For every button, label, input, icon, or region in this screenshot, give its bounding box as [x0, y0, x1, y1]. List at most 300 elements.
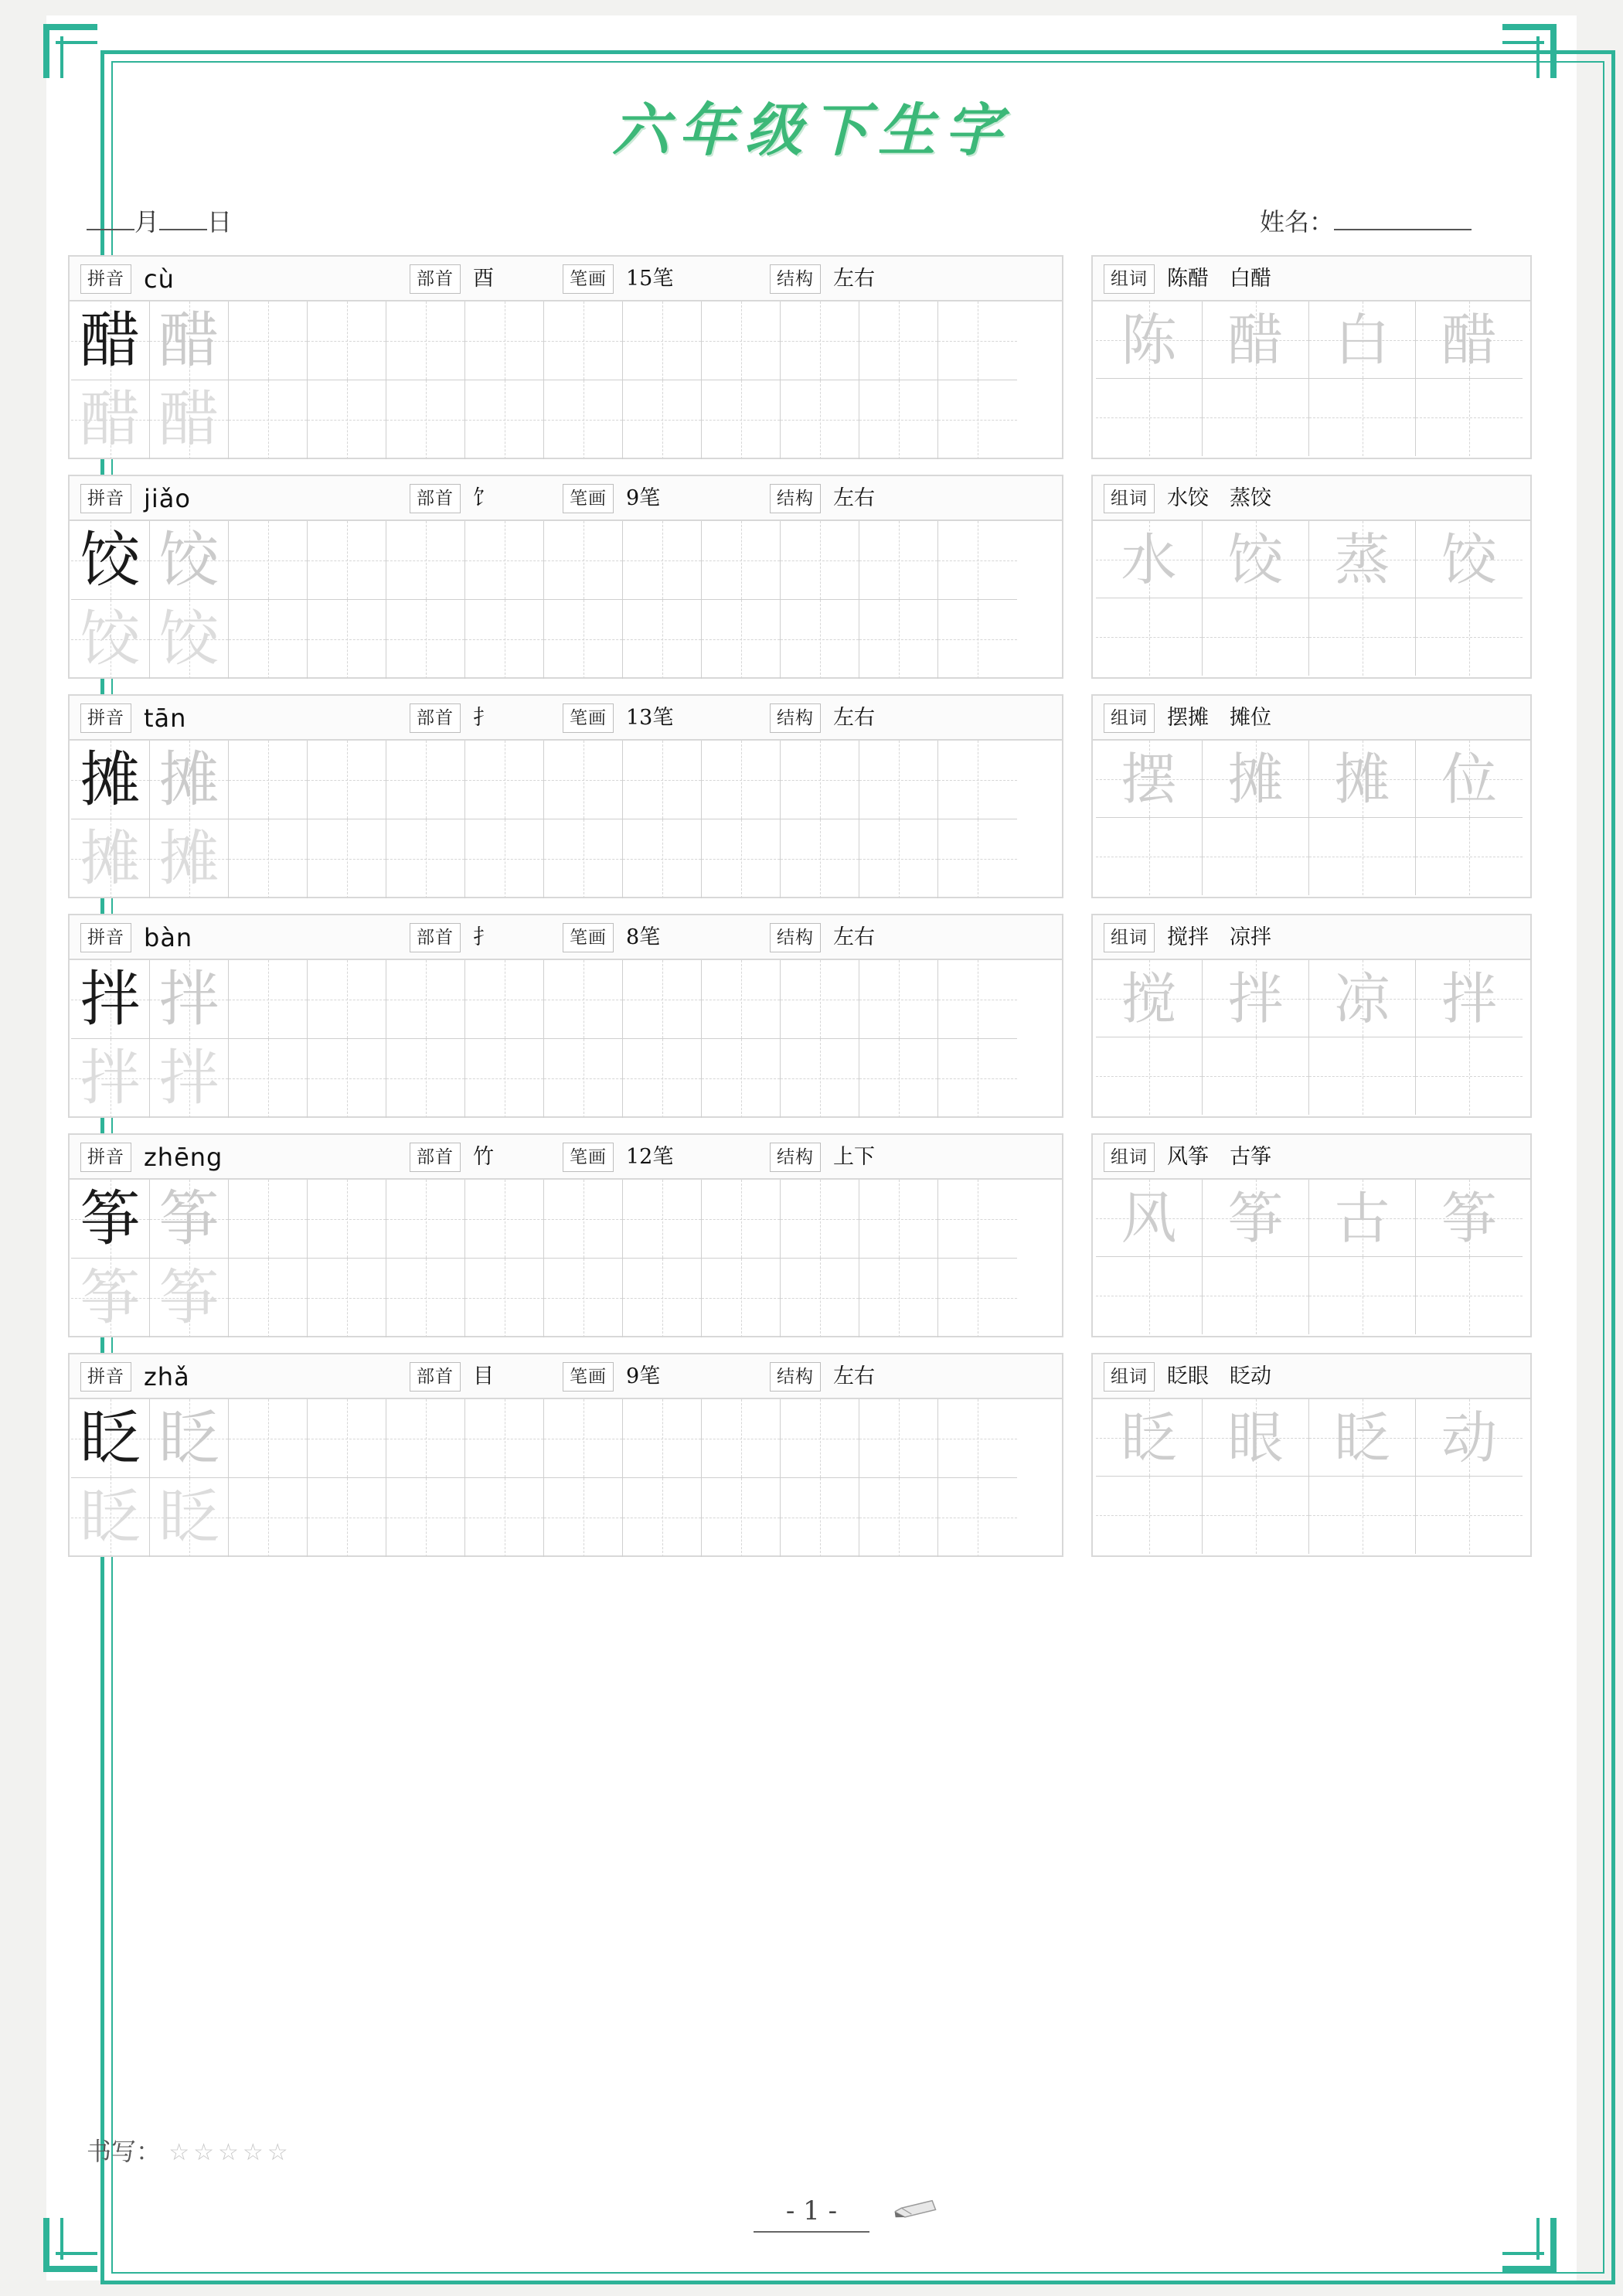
tracing-cell[interactable] [386, 819, 465, 898]
tracing-cell[interactable] [386, 600, 465, 679]
tracing-cell[interactable] [465, 1478, 544, 1557]
words-tracing-grid[interactable] [1093, 301, 1530, 459]
words-tracing-cell[interactable] [1096, 1477, 1203, 1554]
words-tracing-cell[interactable] [1096, 1180, 1203, 1257]
tracing-cell[interactable] [623, 960, 702, 1039]
words-header [1093, 696, 1530, 741]
page-number [0, 2196, 1623, 2233]
words-tracing-cell[interactable] [1096, 1037, 1203, 1115]
radical-value: 饣 [473, 486, 494, 510]
tracing-cell[interactable] [229, 1399, 308, 1478]
words-tracing-cell[interactable] [1309, 301, 1416, 379]
tracing-cell[interactable] [465, 960, 544, 1039]
tracing-cell[interactable] [859, 600, 938, 679]
tracing-cell[interactable] [544, 819, 623, 898]
model-character: 筝 [80, 1184, 141, 1254]
radical-label: 部首 [410, 264, 461, 294]
star-rating[interactable]: ☆☆☆☆☆ [168, 2139, 292, 2166]
tracing-cell[interactable] [308, 521, 386, 600]
tracing-cell[interactable] [150, 1180, 229, 1259]
tracing-cell[interactable] [781, 819, 859, 898]
words-tracing-cell[interactable] [1203, 521, 1309, 598]
tracing-cell[interactable] [938, 1039, 1017, 1118]
tracing-cell[interactable] [308, 741, 386, 819]
tracing-cell[interactable] [229, 521, 308, 600]
words-tracing-grid[interactable] [1093, 960, 1530, 1118]
words-label: 组词 [1104, 923, 1155, 952]
tracing-cell[interactable] [938, 600, 1017, 679]
tracing-cell[interactable] [938, 1399, 1017, 1478]
trace-character: 筝 [80, 1263, 141, 1333]
tracing-cell[interactable] [938, 1180, 1017, 1259]
tracing-cell[interactable] [308, 600, 386, 679]
tracing-cell[interactable] [702, 1180, 781, 1259]
trace-character: 拌 [158, 964, 219, 1034]
trace-character: 眨 [158, 1403, 219, 1473]
words-tracing-cell[interactable] [1416, 960, 1523, 1037]
trace-character: 醋 [158, 305, 219, 376]
word-trace-character: 饺 [1441, 526, 1497, 592]
word-trace-character: 搅 [1121, 966, 1177, 1031]
words-tracing-cell[interactable] [1309, 1477, 1416, 1554]
tracing-cell[interactable] [781, 1399, 859, 1478]
tracing-cell[interactable] [229, 960, 308, 1039]
words-practice-card [1091, 694, 1532, 898]
tracing-cell[interactable] [938, 1478, 1017, 1557]
radical-value: 扌 [473, 706, 494, 730]
word-trace-character: 位 [1441, 746, 1497, 812]
tracing-cell[interactable] [702, 301, 781, 380]
words-label: 组词 [1104, 703, 1155, 733]
tracing-cell[interactable] [386, 1180, 465, 1259]
tracing-cell[interactable] [150, 741, 229, 819]
words-header [1093, 1135, 1530, 1180]
name-label: 姓名： [1260, 207, 1335, 237]
tracing-cell[interactable] [544, 960, 623, 1039]
tracing-cell[interactable] [623, 1180, 702, 1259]
structure-label: 结构 [770, 484, 821, 513]
tracing-cell[interactable] [544, 1039, 623, 1118]
tracing-cell[interactable] [544, 1478, 623, 1557]
word-trace-character: 摊 [1227, 746, 1284, 812]
words-tracing-cell[interactable] [1203, 598, 1309, 676]
tracing-cell[interactable] [544, 600, 623, 679]
tracing-cell[interactable] [938, 521, 1017, 600]
tracing-grid[interactable] [70, 301, 1062, 459]
words-tracing-cell[interactable] [1096, 301, 1203, 379]
tracing-cell[interactable] [544, 380, 623, 459]
words-tracing-cell[interactable] [1096, 960, 1203, 1037]
tracing-cell[interactable] [859, 1399, 938, 1478]
tracing-cell[interactable] [308, 301, 386, 380]
structure-value: 左右 [833, 1364, 875, 1388]
tracing-cell[interactable] [308, 380, 386, 459]
strokes-label: 笔画 [563, 1362, 614, 1392]
tracing-cell[interactable] [781, 741, 859, 819]
words-tracing-grid[interactable] [1093, 1180, 1530, 1337]
tracing-cell[interactable] [544, 521, 623, 600]
radical-value: 酉 [473, 267, 494, 291]
words-tracing-cell[interactable] [1416, 1257, 1523, 1334]
tracing-cell[interactable] [781, 380, 859, 459]
tracing-cell[interactable] [71, 521, 150, 600]
character-info-header [70, 915, 1062, 960]
tracing-cell[interactable] [150, 819, 229, 898]
tracing-cell[interactable] [623, 1039, 702, 1118]
character-practice-card [68, 1353, 1063, 1557]
tracing-cell[interactable] [781, 1259, 859, 1337]
tracing-cell[interactable] [465, 380, 544, 459]
tracing-cell[interactable] [150, 1478, 229, 1557]
words-tracing-cell[interactable] [1203, 301, 1309, 379]
tracing-cell[interactable] [150, 301, 229, 380]
word-trace-character: 古 [1334, 1185, 1390, 1251]
tracing-cell[interactable] [938, 380, 1017, 459]
tracing-cell[interactable] [71, 1039, 150, 1118]
words-practice-card [1091, 914, 1532, 1118]
strokes-label: 笔画 [563, 1143, 614, 1172]
tracing-cell[interactable] [71, 819, 150, 898]
tracing-cell[interactable] [781, 960, 859, 1039]
words-value: 水饺 蒸饺 [1167, 486, 1271, 510]
tracing-cell[interactable] [702, 960, 781, 1039]
strokes-value: 15笔 [626, 267, 674, 291]
tracing-grid[interactable] [70, 521, 1062, 679]
date-field [87, 203, 232, 238]
words-tracing-cell[interactable] [1203, 1180, 1309, 1257]
tracing-cell[interactable] [308, 1259, 386, 1337]
strokes-value: 13笔 [626, 706, 674, 730]
tracing-cell[interactable] [229, 380, 308, 459]
word-trace-character: 眨 [1121, 1405, 1177, 1470]
words-tracing-cell[interactable] [1416, 598, 1523, 676]
month-blank[interactable] [87, 229, 134, 230]
tracing-cell[interactable] [465, 1180, 544, 1259]
structure-label: 结构 [770, 703, 821, 733]
words-tracing-grid[interactable] [1093, 521, 1530, 679]
tracing-cell[interactable] [308, 819, 386, 898]
words-tracing-cell[interactable] [1096, 521, 1203, 598]
tracing-cell[interactable] [544, 301, 623, 380]
word-trace-character: 摊 [1334, 746, 1390, 812]
words-header [1093, 915, 1530, 960]
words-tracing-cell[interactable] [1309, 818, 1416, 895]
words-tracing-cell[interactable] [1203, 1037, 1309, 1115]
tracing-cell[interactable] [150, 600, 229, 679]
tracing-cell[interactable] [781, 521, 859, 600]
words-tracing-cell[interactable] [1309, 1037, 1416, 1115]
strokes-label: 笔画 [563, 703, 614, 733]
words-tracing-cell[interactable] [1416, 818, 1523, 895]
tracing-cell[interactable] [150, 380, 229, 459]
words-tracing-cell[interactable] [1309, 741, 1416, 818]
words-tracing-cell[interactable] [1203, 741, 1309, 818]
tracing-cell[interactable] [938, 819, 1017, 898]
words-tracing-cell[interactable] [1096, 598, 1203, 676]
tracing-cell[interactable] [938, 960, 1017, 1039]
trace-character: 筝 [158, 1263, 219, 1333]
tracing-cell[interactable] [150, 960, 229, 1039]
pinyin-value: zhēng [144, 1143, 223, 1172]
character-practice-card [68, 475, 1063, 679]
words-practice-card [1091, 475, 1532, 679]
tracing-cell[interactable] [229, 819, 308, 898]
tracing-cell[interactable] [859, 1478, 938, 1557]
words-practice-card [1091, 1353, 1532, 1557]
word-trace-character: 蒸 [1334, 526, 1390, 592]
words-tracing-cell[interactable] [1203, 960, 1309, 1037]
tracing-cell[interactable] [781, 1180, 859, 1259]
tracing-cell[interactable] [623, 521, 702, 600]
tracing-cell[interactable] [229, 600, 308, 679]
strokes-label: 笔画 [563, 264, 614, 294]
tracing-cell[interactable] [150, 1039, 229, 1118]
words-practice-card [1091, 255, 1532, 459]
tracing-cell[interactable] [859, 960, 938, 1039]
tracing-cell[interactable] [938, 741, 1017, 819]
tracing-cell[interactable] [308, 1478, 386, 1557]
tracing-cell[interactable] [465, 301, 544, 380]
word-trace-character: 眨 [1334, 1405, 1390, 1470]
structure-value: 左右 [833, 706, 875, 730]
tracing-cell[interactable] [229, 1039, 308, 1118]
words-tracing-cell[interactable] [1416, 1037, 1523, 1115]
tracing-cell[interactable] [702, 1478, 781, 1557]
words-tracing-cell[interactable] [1416, 521, 1523, 598]
tracing-cell[interactable] [702, 819, 781, 898]
structure-value: 上下 [833, 1145, 875, 1169]
character-info-header [70, 257, 1062, 301]
words-tracing-cell[interactable] [1309, 1180, 1416, 1257]
tracing-cell[interactable] [544, 1180, 623, 1259]
tracing-cell[interactable] [781, 301, 859, 380]
tracing-cell[interactable] [386, 380, 465, 459]
words-label: 组词 [1104, 264, 1155, 294]
tracing-cell[interactable] [859, 380, 938, 459]
corner-ornament-top-right [1502, 24, 1557, 78]
words-tracing-grid[interactable] [1093, 741, 1530, 898]
tracing-cell[interactable] [386, 521, 465, 600]
page-title: 六年级下生字 [612, 97, 1011, 164]
name-blank[interactable] [1334, 229, 1472, 230]
tracing-cell[interactable] [623, 1259, 702, 1337]
words-tracing-cell[interactable] [1416, 1180, 1523, 1257]
tracing-cell[interactable] [465, 819, 544, 898]
words-tracing-cell[interactable] [1096, 818, 1203, 895]
strokes-value: 12笔 [626, 1145, 674, 1169]
words-tracing-cell[interactable] [1416, 379, 1523, 456]
structure-value: 左右 [833, 267, 875, 291]
model-character: 眨 [80, 1403, 141, 1473]
words-value: 搅拌 凉拌 [1167, 925, 1271, 949]
word-trace-character: 风 [1121, 1185, 1177, 1251]
tracing-cell[interactable] [859, 521, 938, 600]
tracing-cell[interactable] [623, 600, 702, 679]
tracing-cell[interactable] [544, 741, 623, 819]
tracing-cell[interactable] [702, 1399, 781, 1478]
tracing-cell[interactable] [71, 1180, 150, 1259]
tracing-cell[interactable] [229, 1259, 308, 1337]
pinyin-label: 拼音 [80, 1143, 131, 1172]
pinyin-value: zhǎ [144, 1362, 190, 1392]
words-tracing-cell[interactable] [1309, 598, 1416, 676]
structure-label: 结构 [770, 1143, 821, 1172]
pinyin-label: 拼音 [80, 703, 131, 733]
words-tracing-cell[interactable] [1416, 1399, 1523, 1477]
words-tracing-cell[interactable] [1309, 960, 1416, 1037]
tracing-grid[interactable] [70, 1180, 1062, 1337]
model-character: 醋 [80, 305, 141, 376]
tracing-cell[interactable] [859, 301, 938, 380]
trace-character: 拌 [80, 1044, 141, 1113]
trace-character: 眨 [158, 1483, 219, 1552]
words-tracing-cell[interactable] [1203, 818, 1309, 895]
words-tracing-cell[interactable] [1096, 1257, 1203, 1334]
words-tracing-grid[interactable] [1093, 1399, 1530, 1557]
trace-character: 拌 [158, 1044, 219, 1113]
handwriting-rating [87, 2132, 292, 2168]
words-label: 组词 [1104, 1362, 1155, 1392]
tracing-cell[interactable] [71, 741, 150, 819]
day-label: 日 [207, 207, 233, 237]
tracing-cell[interactable] [308, 1180, 386, 1259]
tracing-cell[interactable] [150, 1259, 229, 1337]
tracing-cell[interactable] [702, 1039, 781, 1118]
word-trace-character: 陈 [1121, 307, 1177, 373]
tracing-cell[interactable] [859, 819, 938, 898]
words-tracing-cell[interactable] [1309, 1257, 1416, 1334]
tracing-cell[interactable] [702, 521, 781, 600]
tracing-cell[interactable] [938, 1259, 1017, 1337]
radical-label: 部首 [410, 484, 461, 513]
tracing-cell[interactable] [465, 1259, 544, 1337]
tracing-cell[interactable] [465, 1039, 544, 1118]
tracing-cell[interactable] [71, 1259, 150, 1337]
word-trace-character: 摆 [1121, 746, 1177, 812]
tracing-cell[interactable] [71, 301, 150, 380]
words-tracing-cell[interactable] [1416, 301, 1523, 379]
month-label: 月 [134, 207, 160, 237]
tracing-cell[interactable] [623, 380, 702, 459]
tracing-cell[interactable] [386, 1039, 465, 1118]
words-header [1093, 1354, 1530, 1399]
day-blank[interactable] [159, 229, 207, 230]
tracing-cell[interactable] [150, 521, 229, 600]
tracing-cell[interactable] [623, 1478, 702, 1557]
tracing-cell[interactable] [702, 741, 781, 819]
tracing-cell[interactable] [71, 380, 150, 459]
tracing-cell[interactable] [229, 301, 308, 380]
character-info-header [70, 696, 1062, 741]
tracing-cell[interactable] [623, 741, 702, 819]
tracing-cell[interactable] [386, 741, 465, 819]
tracing-cell[interactable] [938, 301, 1017, 380]
strokes-value: 9笔 [626, 1364, 661, 1388]
tracing-cell[interactable] [71, 1478, 150, 1557]
trace-character: 饺 [158, 525, 219, 595]
words-tracing-cell[interactable] [1203, 1399, 1309, 1477]
word-trace-character: 筝 [1227, 1185, 1284, 1251]
words-tracing-cell[interactable] [1096, 379, 1203, 456]
tracing-cell[interactable] [623, 301, 702, 380]
tracing-cell[interactable] [71, 600, 150, 679]
tracing-cell[interactable] [386, 1478, 465, 1557]
character-practice-card [68, 914, 1063, 1118]
words-tracing-cell[interactable] [1309, 1399, 1416, 1477]
radical-label: 部首 [410, 1143, 461, 1172]
tracing-cell[interactable] [781, 1039, 859, 1118]
tracing-cell[interactable] [229, 741, 308, 819]
word-trace-character: 凉 [1334, 966, 1390, 1031]
tracing-cell[interactable] [781, 600, 859, 679]
words-tracing-cell[interactable] [1203, 1257, 1309, 1334]
tracing-cell[interactable] [465, 600, 544, 679]
tracing-cell[interactable] [859, 741, 938, 819]
tracing-cell[interactable] [386, 301, 465, 380]
tracing-cell[interactable] [544, 1259, 623, 1337]
pinyin-label: 拼音 [80, 923, 131, 952]
words-tracing-cell[interactable] [1416, 741, 1523, 818]
tracing-cell[interactable] [781, 1478, 859, 1557]
words-tracing-cell[interactable] [1203, 379, 1309, 456]
tracing-cell[interactable] [859, 1180, 938, 1259]
tracing-cell[interactable] [702, 380, 781, 459]
words-tracing-cell[interactable] [1096, 741, 1203, 818]
pinyin-label: 拼音 [80, 1362, 131, 1392]
tracing-cell[interactable] [623, 1399, 702, 1478]
tracing-cell[interactable] [229, 1478, 308, 1557]
words-tracing-cell[interactable] [1309, 521, 1416, 598]
tracing-cell[interactable] [308, 1399, 386, 1478]
words-tracing-cell[interactable] [1416, 1477, 1523, 1554]
tracing-cell[interactable] [465, 521, 544, 600]
structure-label: 结构 [770, 1362, 821, 1392]
tracing-cell[interactable] [229, 1180, 308, 1259]
tracing-cell[interactable] [386, 1259, 465, 1337]
tracing-cell[interactable] [71, 1399, 150, 1478]
tracing-cell[interactable] [386, 960, 465, 1039]
tracing-cell[interactable] [308, 1039, 386, 1118]
tracing-grid[interactable] [70, 960, 1062, 1118]
tracing-cell[interactable] [71, 960, 150, 1039]
tracing-cell[interactable] [859, 1039, 938, 1118]
trace-character: 筝 [158, 1184, 219, 1254]
word-trace-character: 动 [1441, 1405, 1497, 1470]
tracing-cell[interactable] [386, 1399, 465, 1478]
strokes-value: 8笔 [626, 925, 661, 949]
tracing-cell[interactable] [465, 1399, 544, 1478]
tracing-cell[interactable] [150, 1399, 229, 1478]
radical-label: 部首 [410, 923, 461, 952]
structure-label: 结构 [770, 264, 821, 294]
radical-label: 部首 [410, 703, 461, 733]
tracing-cell[interactable] [702, 1259, 781, 1337]
trace-character: 摊 [80, 824, 141, 894]
words-tracing-cell[interactable] [1203, 1477, 1309, 1554]
words-tracing-cell[interactable] [1096, 1399, 1203, 1477]
tracing-cell[interactable] [623, 819, 702, 898]
tracing-grid[interactable] [70, 1399, 1062, 1557]
tracing-cell[interactable] [544, 1399, 623, 1478]
tracing-cell[interactable] [308, 960, 386, 1039]
tracing-cell[interactable] [702, 600, 781, 679]
tracing-grid[interactable] [70, 741, 1062, 898]
page-number-text: - 1 - [785, 2196, 838, 2226]
tracing-cell[interactable] [465, 741, 544, 819]
structure-label: 结构 [770, 923, 821, 952]
tracing-cell[interactable] [859, 1259, 938, 1337]
words-tracing-cell[interactable] [1309, 379, 1416, 456]
